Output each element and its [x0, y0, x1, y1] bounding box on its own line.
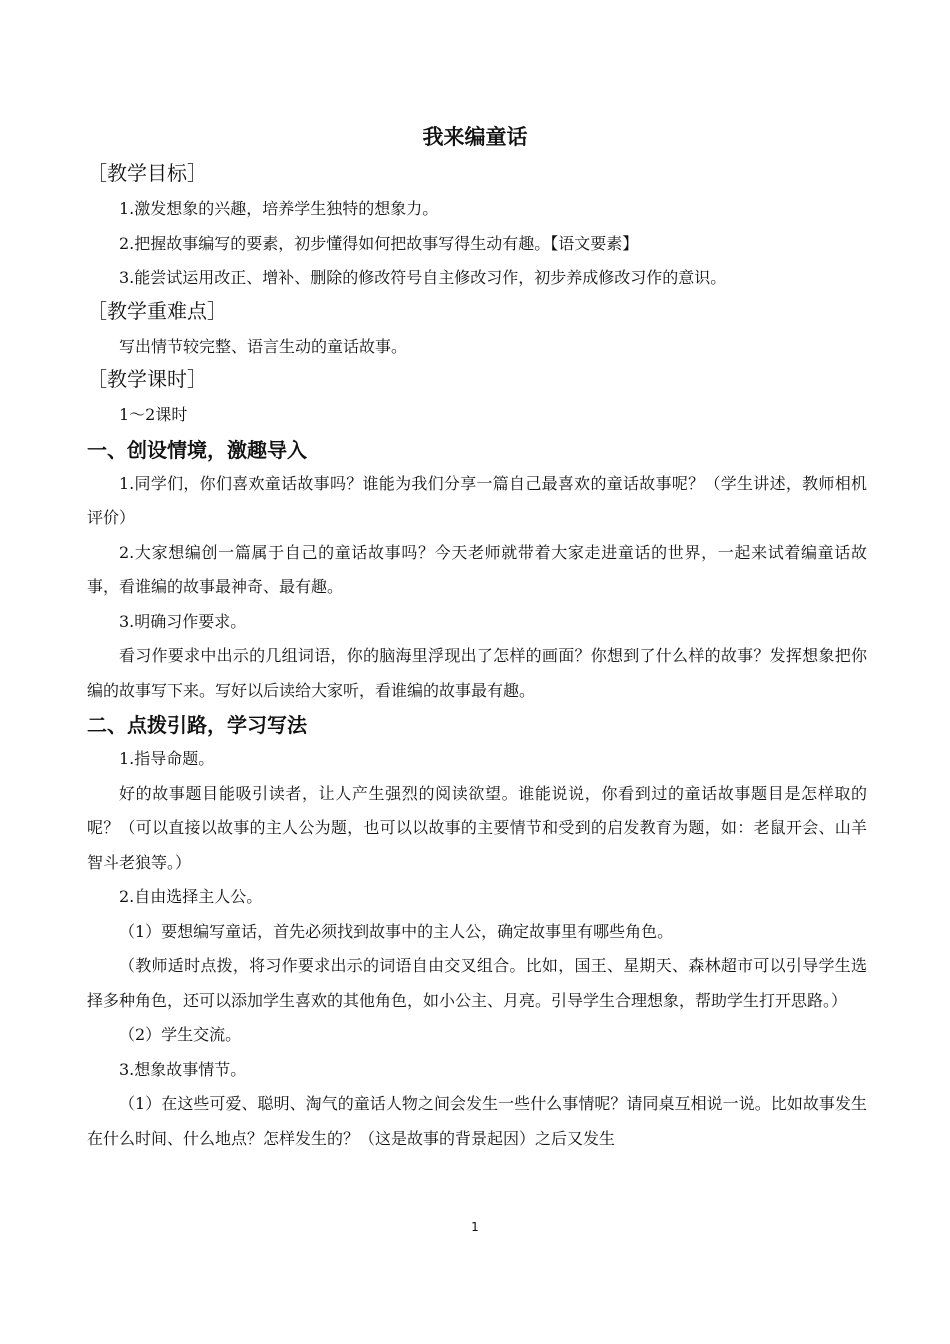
hours-heading: ［教学课时］: [87, 367, 207, 391]
document-title: 我来编童话: [422, 125, 528, 149]
section-two-heading: 二、点拨引路，学习写法: [87, 713, 307, 737]
page-number: 1: [471, 1220, 479, 1234]
section-two-paragraph: 1.指导命题。: [119, 749, 215, 768]
goal-item: 3.能尝试运用改正、增补、删除的修改符号自主修改习作，初步养成修改习作的意识。: [119, 268, 727, 287]
goal-item: 2.把握故事编写的要素，初步懂得如何把故事写得生动有趣。【语文要素】: [119, 233, 639, 253]
section-two-paragraph: （教师适时点拨，将习作要求出示的词语自由交叉组合。比如，国王、星期天、森林超市可以引导学生选择多种角色，还可以添加学生喜欢的其他角色，如小公主、月亮。引导学生合理想象，帮助学生打开思路。）: [87, 956, 867, 1010]
key-points-heading: ［教学重难点］: [87, 298, 227, 323]
document-body: [87, 158, 867, 1156]
section-two-paragraph: 好的故事题目能吸引读者，让人产生强烈的阅读欲望。谁能说说，你看到过的童话故事题目是怎样取的呢？（可以直接以故事的主人公为题，也可以以故事的主要情节和受到的启发教育为题，如：老鼠开会、山羊智斗老狼等。）: [87, 783, 867, 872]
section-one-paragraph: 2.大家想编创一篇属于自己的童话故事吗？今天老师就带着大家走进童话的世界，一起来试着编童话故事，看谁编的故事最神奇、最有趣。: [87, 542, 867, 596]
section-one-heading: 一、创设情境，激趣导入: [87, 437, 307, 462]
hours-text: 1～2课时: [119, 405, 188, 424]
section-two-paragraph: （1）要想编写童话，首先必须找到故事中的主人公，确定故事里有哪些角色。: [119, 921, 674, 941]
section-two-paragraph: 2.自由选择主人公。: [119, 887, 263, 906]
goals-heading: ［教学目标］: [87, 161, 207, 185]
section-two-paragraph: 3.想象故事情节。: [119, 1059, 247, 1079]
section-two-paragraph: （1）在这些可爱、聪明、淘气的童话人物之间会发生一些什么事情呢？请同桌互相说一说。比如故事发生在什么时间、什么地点？怎样发生的？（这是故事的背景起因）之后又发生: [87, 1094, 867, 1148]
key-points-text: 写出情节较完整、语言生动的童话故事。: [119, 336, 408, 356]
section-one-paragraph: 3.明确习作要求。: [119, 611, 247, 631]
section-one-paragraph: 看习作要求中出示的几组词语，你的脑海里浮现出了怎样的画面？你想到了什么样的故事？发挥想象把你编的故事写下来。写好以后读给大家听，看谁编的故事最有趣。: [87, 646, 867, 700]
goal-item: 1.激发想象的兴趣，培养学生独特的想象力。: [119, 199, 439, 218]
section-two-paragraph: （2）学生交流。: [119, 1025, 242, 1044]
section-one-paragraph: 1.同学们，你们喜欢童话故事吗？谁能为我们分享一篇自己最喜欢的童话故事呢？（学生讲述，教师相机评价）: [87, 473, 867, 527]
